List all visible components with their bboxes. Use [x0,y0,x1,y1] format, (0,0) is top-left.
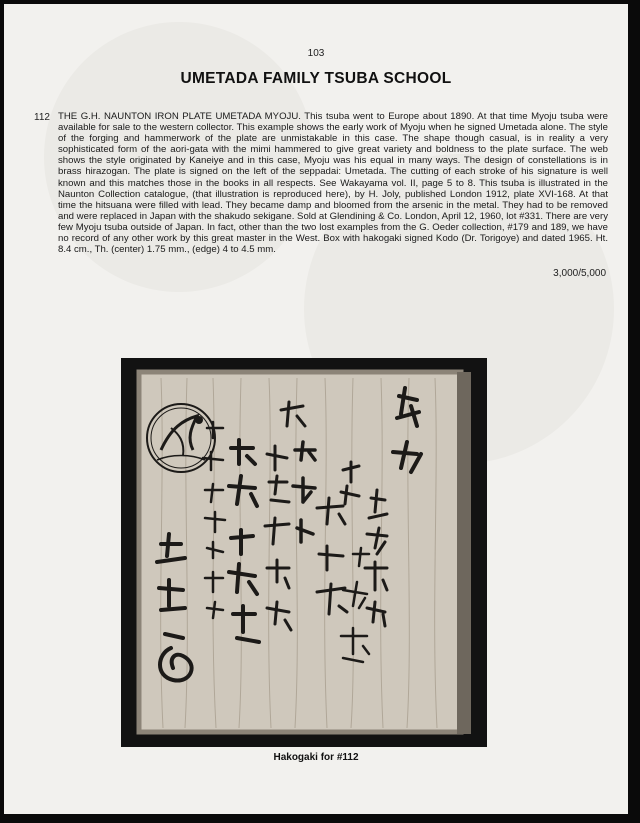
lot-number: 112 [34,112,50,123]
lot-description: THE G.H. NAUNTON IRON PLATE UMETADA MYOJU. This tsuba went to Europe about 1890. At that time Myoju tsuba were available for sale to the western collector. This example shows the early work of Myoju when he signed Umetada alone. The style of the forging and hammerwork of the plate are unmistakable in this case. The shape though casual, is in reality a very sophisticated form of the aori-gata with the mimi hammered to give great variety and boldness to the plate surface. The web shows the style originated by Kaneiye and in this case, Myoju was his equal in many ways. The design of constellations is in brass hirazogan. The plate is signed on the left of the seppadai: Umetada. The cutting of each stroke of his signature is well known and this matches those in the books in all respects. See Wakayama vol. II, page 5 to 8. This tsuba is illustrated in the Naunton Collection catalogue, (that illustration is reproduced here), by H. Joly, published London 1912, plate XVI-168. At that time the hitsuana were filled with lead. They became damp and bloomed from the arsenic in the metal. They had to be removed and were replaced in Japan with the shakudo sekigane. Sold at Glendining & Co. London, April 12, 1960, lot #331. There are very few Myoju tsuba outside of Japan. In fact, other than the two lost examples from the G. Oeder collection, #179 and 189, we have no record of any other work by this great master in the West. Box with hakogaki signed Kodo (Dr. Torigoye) and dated 1965. Ht. 8.4 cm., Th. (center) 1.75 mm., (edge) 4 to 4.5 mm. [58,111,608,256]
page-number: 103 [307,48,325,59]
lid-right-edge [457,372,471,734]
figure-caption: Hakogaki for #112 [273,752,359,763]
hakogaki-photograph [121,358,487,747]
price-estimate: 3,000/5,000 [553,268,606,279]
section-title: UMETADA FAMILY TSUBA SCHOOL [180,70,452,87]
catalogue-page [4,4,628,814]
